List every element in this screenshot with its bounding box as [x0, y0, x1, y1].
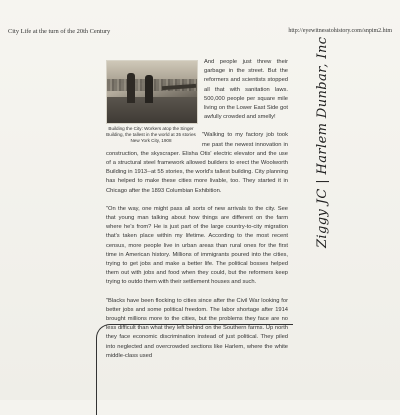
header-url: http://eyewitnesstohistory.com/snpim2.htm [288, 28, 392, 34]
photo-caption: Building the City: Workers atop the Singer Building, the tallest in the world at 35 stories New York City, 1908 [106, 126, 196, 143]
handwritten-bracket [96, 324, 293, 415]
paragraph-1: And people just threw their garbage in the street. But the reformers and scientists stopped all that with sanitation laws. 500,000 people per square mile living on the Lower East Side got awfully crowded and smelly! [204, 59, 288, 121]
paragraph-3: "On the way, one might pass all sorts of new arrivals to the city. See that young man talking about how things are different on the farm where he's from? He is just part of the large country-to-city migration that's taken place within my lifetime. According to the most recent census, more people live in urban areas than rural ones for the first time in American history. Millions of immigrants poured into the cities, trying to get jobs and make a better life. The political bosses helped them out with jobs and food when they could, but the reformers keep trying to outdo them with their settlement houses and such. [106, 205, 288, 286]
header-title: City Life at the turn of the 20th Century [8, 28, 111, 35]
paragraph-2: "Walking to my factory job took me past the newest innovation in construction, the skyscraper. Elisha Otis' electric elevator and the use of a structural steel framework allowed builders to erect the Woolworth Building in 1913--at 55 stories, the world's tallest building. City planning has helped to make these cities more livable, too. They started it in Chicago after the 1893 Columbian Exhibition. [106, 132, 288, 194]
photo-worker-1 [127, 73, 135, 103]
photo-worker-2 [145, 75, 153, 103]
historical-photo [106, 60, 198, 124]
paragraph-4: "Blacks have been flocking to cities since after the Civil War looking for better jobs and some political freedom. The labor shortage after 1914 brought millions more to the cities, but the problems they face are no less difficult than what they left behind on the Southern farms. Up north they face economic discrimination instead of just political. They piled into neglected and overcrowded sections like Harlem, where the white middle-class used [106, 297, 288, 359]
handwritten-annotation: Ziggy JC | Harlem Dunbar, Inc [315, 36, 330, 248]
